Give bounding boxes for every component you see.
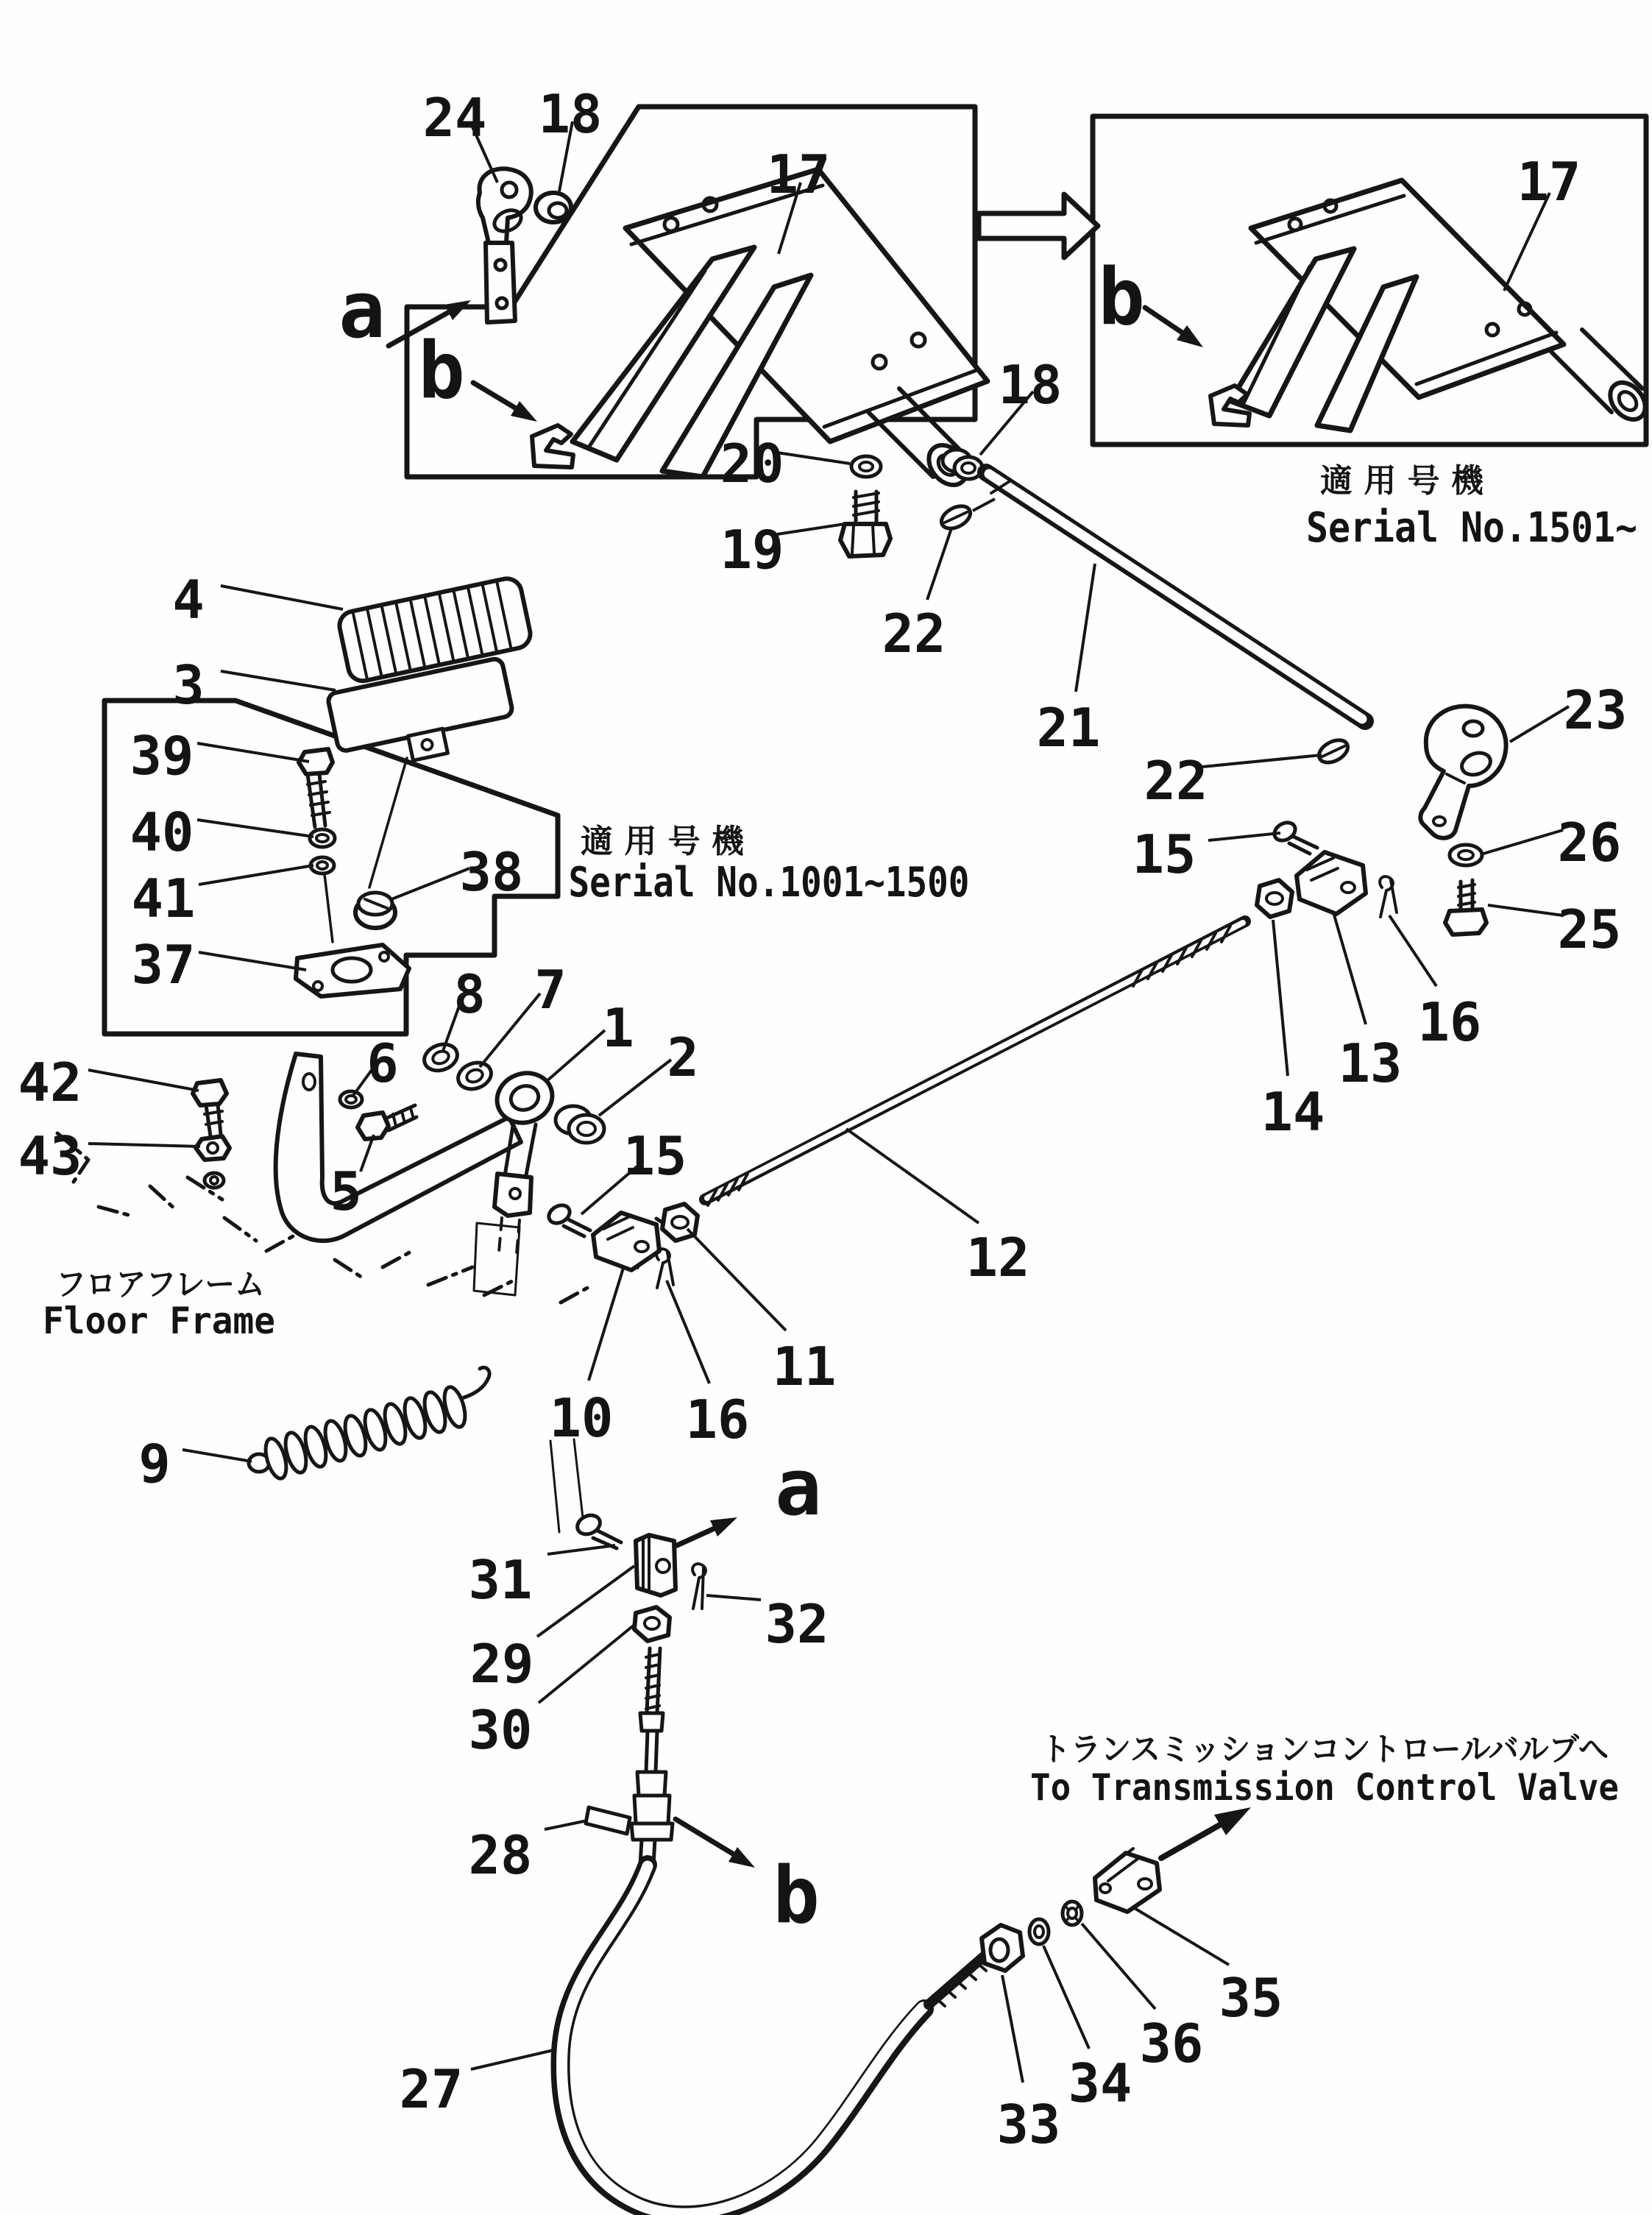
part-22-plug-b <box>1315 736 1351 768</box>
callout-1: 1 <box>602 997 634 1059</box>
callout-2: 2 <box>667 1027 699 1088</box>
part-37-plate <box>296 945 409 996</box>
part-5-bolt <box>358 1105 416 1139</box>
leader-21 <box>1076 564 1095 692</box>
callout-27: 27 <box>399 2058 464 2120</box>
callout-5: 5 <box>330 1160 362 1222</box>
leader-26 <box>1483 830 1563 854</box>
leader-29 <box>537 1566 634 1637</box>
callout-29: 29 <box>469 1633 534 1695</box>
callout-18b: 18 <box>998 354 1063 416</box>
callout-10: 10 <box>549 1387 614 1449</box>
caption-valve-en: To Transmission Control Valve <box>1030 1766 1619 1809</box>
part-12-rod <box>705 921 1245 1205</box>
part-18-bushing-a <box>536 193 571 222</box>
part-2-bushing <box>556 1106 604 1143</box>
caption-serial-1001-en: Serial No.1001~1500 <box>568 859 970 907</box>
arrow-b3-head <box>728 1847 755 1868</box>
callout-17a: 17 <box>766 143 831 205</box>
callout-17b: 17 <box>1517 151 1581 213</box>
leader-33 <box>1002 1975 1023 2083</box>
leader-3 <box>221 671 336 690</box>
arrow-b1-head <box>511 401 537 422</box>
leader-36 <box>1082 1924 1155 2009</box>
block-arrow-icon <box>979 194 1098 258</box>
part-25-bolt <box>1445 880 1486 935</box>
callout-43: 43 <box>18 1125 82 1187</box>
callout-15b: 15 <box>623 1125 687 1187</box>
view-letter-a2: a <box>775 1442 822 1533</box>
leader-22b <box>1202 755 1322 767</box>
view-letter-b3: b <box>773 1850 820 1941</box>
leader-15a <box>1208 833 1280 840</box>
leader-34 <box>1043 1946 1089 2049</box>
callout-16b: 16 <box>685 1389 750 1450</box>
part-8-washer <box>421 1040 461 1075</box>
part-17-pedal-stand-right <box>1210 180 1652 430</box>
callout-32: 32 <box>765 1593 829 1655</box>
callout-15a: 15 <box>1132 823 1197 885</box>
leader-42 <box>88 1070 199 1091</box>
leader-30 <box>539 1625 634 1703</box>
callout-22b: 22 <box>1144 750 1208 812</box>
callout-24: 24 <box>422 87 487 149</box>
leader-1 <box>546 1030 605 1082</box>
callout-19: 19 <box>720 519 784 581</box>
leader-14 <box>1273 920 1288 1076</box>
part-16-cotter-pin-a <box>1380 876 1397 917</box>
leader-32 <box>706 1595 761 1600</box>
callout-11: 11 <box>772 1336 837 1397</box>
stand-foot-left <box>532 425 573 467</box>
leader-22a-tick <box>973 499 995 511</box>
part-23-clevis <box>1420 706 1506 838</box>
leader-28 <box>545 1821 587 1829</box>
callout-34: 34 <box>1068 2052 1132 2114</box>
leader-12 <box>846 1129 979 1223</box>
part-35-cable-clamp <box>1095 1849 1160 1912</box>
leader-2 <box>599 1060 671 1116</box>
callout-35: 35 <box>1219 1967 1283 2029</box>
part-30-nut <box>634 1607 670 1641</box>
leader-31 <box>547 1545 615 1554</box>
leader-40 <box>197 820 313 837</box>
leader-23 <box>1510 706 1569 742</box>
callout-26: 26 <box>1557 812 1622 873</box>
callout-30: 30 <box>468 1699 533 1761</box>
part-40-washer <box>310 829 335 847</box>
callout-20: 20 <box>720 433 784 495</box>
leader-7 <box>480 993 540 1067</box>
leader-20 <box>777 453 850 464</box>
leader-25 <box>1488 905 1563 915</box>
part-20-washer <box>851 456 881 477</box>
callout-4: 4 <box>172 569 205 631</box>
leader-27 <box>471 2050 553 2069</box>
callout-25: 25 <box>1557 899 1622 960</box>
view-letter-a1: a <box>338 265 386 355</box>
callout-8: 8 <box>453 963 486 1025</box>
assembly-line-3 <box>369 758 407 887</box>
part-26-washer <box>1450 845 1482 865</box>
leader-16a <box>1389 915 1436 986</box>
part-6-washer <box>340 1091 362 1108</box>
callout-33: 33 <box>996 2094 1061 2155</box>
leader-16b <box>667 1280 709 1383</box>
part-33-nut <box>982 1925 1023 1971</box>
leader-4 <box>221 586 343 609</box>
caption-floor-frame-en: Floor Frame <box>43 1300 275 1342</box>
part-14-nut <box>1257 880 1292 917</box>
callout-40: 40 <box>130 801 194 863</box>
callout-42: 42 <box>18 1052 82 1113</box>
callout-38: 38 <box>459 841 524 903</box>
callout-21: 21 <box>1036 697 1101 759</box>
callout-28: 28 <box>468 1824 533 1886</box>
leader-22a <box>927 528 951 600</box>
leader-9 <box>182 1450 252 1461</box>
part-10-cable-clamp <box>593 1213 659 1270</box>
callout-36: 36 <box>1139 2013 1204 2074</box>
callout-12: 12 <box>965 1227 1030 1289</box>
part-43-nut-washer <box>196 1136 230 1188</box>
leader-11 <box>687 1229 786 1330</box>
callout-31: 31 <box>468 1549 533 1611</box>
part-16-cotter-pin-b <box>656 1249 673 1288</box>
part-29-cable-clamp <box>636 1535 676 1595</box>
part-15-bolt-b <box>546 1202 590 1236</box>
leader-41 <box>199 865 313 885</box>
callout-23: 23 <box>1563 679 1628 741</box>
leader-37 <box>199 952 306 970</box>
callout-3: 3 <box>172 654 205 716</box>
part-15-bolt-a <box>1272 819 1317 854</box>
part-32-cotter-pin <box>692 1564 706 1609</box>
part-27-cable-upper <box>631 1648 673 1865</box>
part-22-plug-a <box>937 502 974 534</box>
part-31-bolt <box>574 1511 621 1548</box>
part-24-clevis-bracket <box>478 169 531 322</box>
callout-22a: 22 <box>882 603 946 664</box>
callout-9: 9 <box>138 1433 171 1495</box>
caption-serial-1001-jp: 適 用 号 機 <box>581 823 744 860</box>
part-19-bolt <box>840 492 890 556</box>
arrow-a2-head <box>710 1517 737 1537</box>
callout-14: 14 <box>1261 1081 1325 1143</box>
callout-18a: 18 <box>538 83 603 145</box>
arrow-a1-head <box>444 300 471 320</box>
callout-16a: 16 <box>1417 991 1482 1053</box>
view-letter-b1: b <box>418 325 465 416</box>
leader-19 <box>777 524 845 534</box>
leader-38 <box>391 868 469 899</box>
view-letter-b2: b <box>1098 252 1145 342</box>
callout-13: 13 <box>1338 1032 1403 1094</box>
caption-serial-1501-en: Serial No.1501~ <box>1306 504 1637 552</box>
part-41-washer <box>311 857 334 942</box>
arrow-valve-head <box>1214 1807 1251 1835</box>
leader-39 <box>197 743 309 762</box>
part-28-tab <box>586 1807 630 1834</box>
part-34-washer <box>1029 1919 1049 1944</box>
caption-floor-frame-jp: フロアフレーム <box>56 1266 265 1303</box>
part-38-grommet <box>355 893 395 928</box>
callout-37: 37 <box>131 934 196 996</box>
callout-39: 39 <box>130 725 194 787</box>
part-9-return-spring <box>249 1367 489 1481</box>
leader-10 <box>589 1266 624 1381</box>
part-42-bolt <box>193 1080 227 1136</box>
caption-valve-jp: トランスミッションコントロールバルブへ <box>1041 1731 1609 1768</box>
callout-41: 41 <box>131 868 196 929</box>
part-13-cable-clamp <box>1297 852 1366 914</box>
part-36-clip <box>1063 1902 1082 1925</box>
leader-35 <box>1133 1907 1229 1965</box>
leader-13 <box>1333 912 1366 1024</box>
caption-serial-1501-jp: 適 用 号 機 <box>1320 462 1483 500</box>
leader-43 <box>88 1144 200 1147</box>
callout-6: 6 <box>366 1032 399 1094</box>
callout-7: 7 <box>534 959 567 1021</box>
part-7-washer <box>455 1058 495 1094</box>
